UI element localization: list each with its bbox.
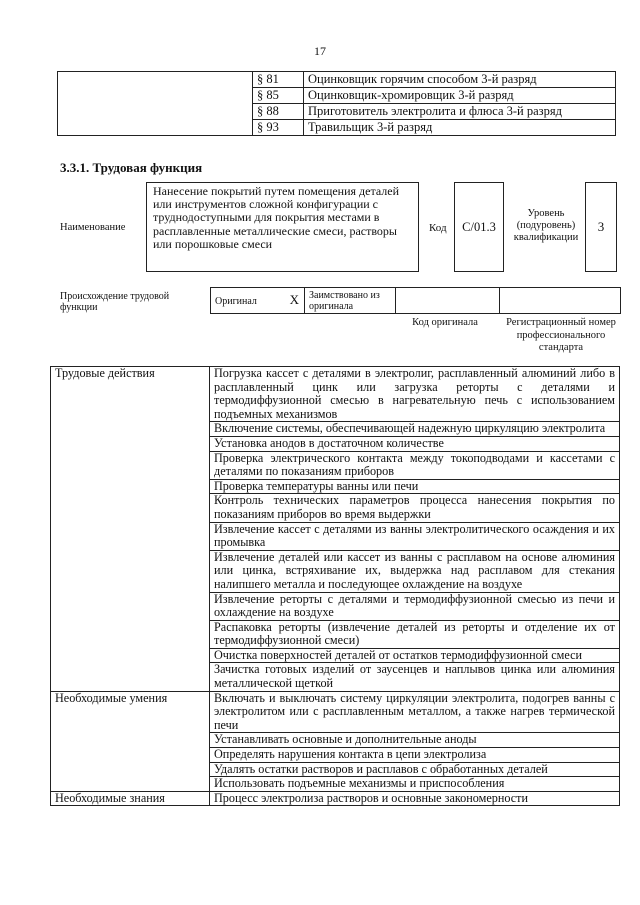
action-item: Включение системы, обеспечивающей надежную циркуляцию электролита — [210, 422, 620, 437]
skill-item: Устанавливать основные и дополнительные аноды — [210, 733, 620, 748]
action-item: Установка анодов в достаточном количестве — [210, 436, 620, 451]
origin-label: Происхождение трудовой функции — [60, 291, 170, 313]
table-row — [51, 791, 620, 806]
section-title: 3.3.1. Трудовая функция — [60, 160, 203, 175]
related-professions-table — [57, 71, 616, 136]
name-label: Наименование — [60, 222, 126, 233]
skill-item: Использовать подъемные механизмы и приспособления — [210, 777, 620, 792]
action-item: Погрузка кассет с деталями в электролиг, расплавленный алюминий либо в расплавленный цинк или загрузка реторты с деталями и термодиффузионной смесью в нагревательную печь с использованием подъемных механизмов — [210, 367, 620, 422]
table-row — [58, 72, 616, 88]
original-label: Оригинал — [215, 296, 257, 307]
action-item: Извлечение кассет с деталями из ванны электролитического осаждения и их промывка — [210, 522, 620, 550]
action-item: Проверка электрического контакта между токоподводами и кассетами с деталями по показаниям приборов — [210, 451, 620, 479]
reg-caption: Регистрационный номер профессионального стандарта — [506, 317, 616, 353]
title-cell: Оцинковщик горячим способом 3-й разряд — [304, 72, 616, 88]
ref-cell: § 81 — [253, 72, 304, 88]
action-item: Контроль технических параметров процесса нанесения покрытия по показаниям приборов во время выдержки — [210, 494, 620, 522]
function-name: Нанесение покрытий путем помещения деталей или инструментов сложной конфигурации с труднодоступными для покрытия местами в расплавленные металлические смеси, растворы или порошковые смеси — [146, 182, 419, 272]
level-label: Уровень (подуровень) квалификации — [513, 208, 579, 243]
skill-item: Удалять остатки растворов и расплавов с обработанных деталей — [210, 762, 620, 777]
table-row — [51, 691, 620, 733]
action-item: Очистка поверхностей деталей от остатков термодиффузионной смеси — [210, 648, 620, 663]
original-cell — [210, 287, 305, 314]
action-item: Проверка температуры ванны или печи — [210, 479, 620, 494]
original-mark: X — [289, 292, 299, 307]
ref-cell: § 88 — [253, 104, 304, 120]
knowledge-item: Процесс электролиза растворов и основные закономерности — [210, 791, 620, 806]
code-label: Код — [429, 222, 447, 234]
borrowed-cell: Заимствовано из оригинала — [304, 287, 396, 314]
code-caption: Код оригинала — [412, 317, 478, 328]
page-number: 17 — [314, 44, 326, 58]
skill-item: Определять нарушения контакта в цепи электролиза — [210, 748, 620, 763]
original-code-cell — [395, 287, 500, 314]
actions-label: Трудовые действия — [51, 367, 210, 692]
action-item: Зачистка готовых изделий от заусенцев и наплывов цинка или алюминия металлической щеткой — [210, 663, 620, 691]
ref-cell: § 85 — [253, 88, 304, 104]
skills-label: Необходимые умения — [51, 691, 210, 791]
empty-cell — [58, 72, 253, 136]
registration-number-cell — [499, 287, 621, 314]
action-item: Распаковка реторты (извлечение деталей из реторты и отделение их от термодиффузионной смеси) — [210, 620, 620, 648]
title-cell: Приготовитель электролита и флюса 3-й разряд — [304, 104, 616, 120]
table-row — [51, 367, 620, 422]
title-cell: Травильщик 3-й разряд — [304, 120, 616, 136]
function-code: C/01.3 — [454, 182, 504, 272]
title-cell: Оцинковщик-хромировщик 3-й разряд — [304, 88, 616, 104]
knowledge-label: Необходимые знания — [51, 791, 210, 806]
labor-function-table — [50, 366, 620, 806]
qualification-level: 3 — [585, 182, 617, 272]
ref-cell: § 93 — [253, 120, 304, 136]
action-item: Извлечение деталей или кассет из ванны с расплавом на основе алюминия или цинка, встряхивание их, выдержка над расплавом для стекания налипшего металла и последующее охлаждение на воздухе — [210, 550, 620, 592]
action-item: Извлечение реторты с деталями и термодиффузионной смесью из печи и охлаждение на воздухе — [210, 592, 620, 620]
skill-item: Включать и выключать систему циркуляции электролита, подогрев ванны с электролитом или с расплавленным металлом, а также нагрев термической печи — [210, 691, 620, 733]
